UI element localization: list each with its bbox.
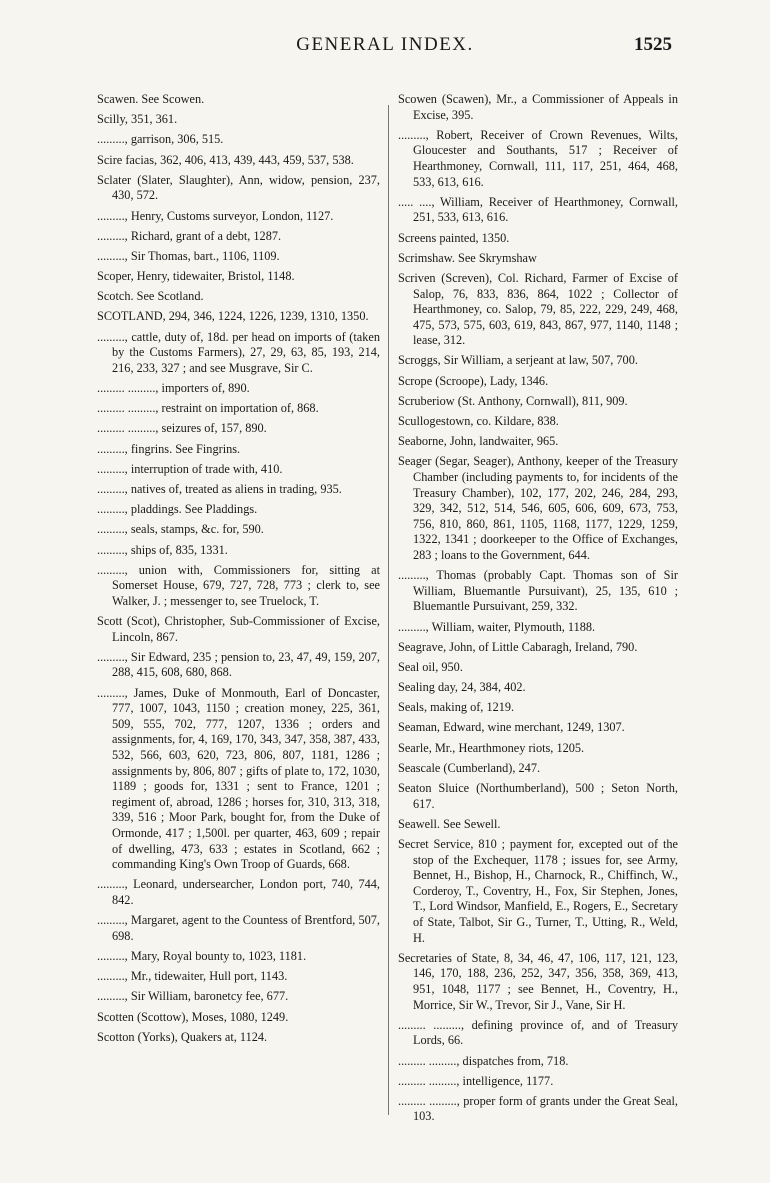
index-entry: Screens painted, 1350. — [398, 230, 510, 245]
index-entry: Scroggs, Sir William, a serjeant at law, 507, 700. — [398, 353, 638, 368]
index-entry: ........., union with, Commissioners for, sitting at Somerset House, 679, 727, 728, 773 ; clerk to, see Walker, J. ; messenger to, see Truelock, T. — [97, 562, 380, 608]
index-entry: Scriven (Screven), Col. Richard, Farmer of Excise of Salop, 76, 833, 836, 864, 1022 ; Collector of Hearthmoney, co. Salop, 79, 85, 222, 229, 249, 468, 475, 573, 575, 603, 619, 843, 867, 977, 1140, 1148 ; lease, 312. — [398, 270, 678, 348]
index-entry: ........., interruption of trade with, 410. — [97, 461, 283, 476]
index-entry: ........., fingrins. See Fingrins. — [97, 441, 241, 456]
index-column-right — [398, 92, 678, 1130]
index-entry: ......... ........., defining province of, and of Treasury Lords, 66. — [398, 1017, 678, 1048]
index-entry: ........., Robert, Receiver of Crown Revenues, Wilts, Gloucester and Southants, 517 ; Receiver of Hearthmoney, Cornwall, 111, 117, 251, 464, 468, 533, 613, 616. — [398, 127, 678, 189]
index-entry: Seager (Segar, Seager), Anthony, keeper of the Treasury Chamber (including payments to, for incidents of the Treasury Chamber), 102, 177, 202, 246, 284, 293, 329, 342, 512, 514, 546, 605, 606, 609, 673, 753, 756, 810, 860, 861, 1105, 1168, 1177, 1229, 1259, 1322, 1341 ; doorkeeper to the Office of Exchanges, 283 ; loans to the Government, 644. — [398, 454, 678, 562]
index-entry: Scilly, 351, 361. — [97, 112, 178, 127]
index-entry: ........., Leonard, undersearcher, London port, 740, 744, 842. — [97, 877, 380, 907]
index-entry: Seals, making of, 1219. — [398, 700, 515, 715]
index-entry: ........., Henry, Customs surveyor, London, 1127. — [97, 208, 334, 223]
index-entry: Searle, Mr., Hearthmoney riots, 1205. — [398, 740, 585, 755]
index-entry: SCOTLAND, 294, 346, 1224, 1226, 1239, 1310, 1350. — [97, 309, 369, 324]
index-entry: ......... ........., restraint on importation of, 868. — [97, 401, 319, 416]
index-entry: Seascale (Cumberland), 247. — [398, 760, 541, 775]
index-entry: ........., pladdings. See Pladdings. — [97, 502, 258, 517]
index-entry: Scawen. See Scowen. — [97, 92, 205, 106]
index-entry: ........., natives of, treated as aliens in trading, 935. — [97, 481, 342, 496]
index-entry: ......... ........., seizures of, 157, 890. — [97, 421, 267, 436]
index-entry: Scrope (Scroope), Lady, 1346. — [398, 373, 549, 388]
index-entry: ........., Sir Edward, 235 ; pension to, 23, 47, 49, 159, 207, 288, 415, 608, 680, 868. — [97, 649, 380, 680]
index-entry: ......... ........., intelligence, 1177. — [398, 1073, 554, 1088]
index-entry: Seawell. See Sewell. — [398, 816, 501, 831]
index-entry: Seagrave, John, of Little Cabaragh, Ireland, 790. — [398, 639, 638, 654]
index-entry: Seaborne, John, landwaiter, 965. — [398, 434, 559, 449]
index-entry: ........., cattle, duty of, 18d. per head on imports of (taken by the Customs Farmers), 27, 29, 63, 85, 193, 214, 216, 233, 327 ; and see Musgrave, Sir C. — [97, 329, 380, 375]
index-entry: ........., James, Duke of Monmouth, Earl of Doncaster, 777, 1007, 1043, 1150 ; creation money, 225, 361, 509, 555, 702, 777, 1207, 1336 ; orders and assignments, for, 4, 169, 170, 343, 347, 358, 387, 433, 532, 566, 603, 620, 723, 806, 807, 1181, 1286 ; assignments by, 806, 807 ; gifts of plate to, 172, 1030, 1189 ; goods for, 1331 ; sent to France, 1201 ; regiment of, abroad, 1286 ; horses for, 310, 313, 318, 339, 516 ; Moor Park, bought for, from the Duke of Ormonde, 417 ; 1,500l. per quarter, 463, 609 ; repair of dwelling, 473, 633 ; estates in Scotland, 662 ; commanding King's Own Troop of Guards, 668. — [97, 685, 380, 872]
index-entry: Secretaries of State, 8, 34, 46, 47, 106, 117, 121, 123, 146, 170, 188, 236, 252, 347, 356, 358, 369, 413, 951, 1048, 1177 ; see Bennet, H., Coventry, H., Morrice, Sir W., Trevor, Sir J., Vane, Sir H. — [398, 950, 678, 1012]
index-entry: ........., William, waiter, Plymouth, 1188. — [398, 619, 596, 634]
index-entry: Scullogestown, co. Kildare, 838. — [398, 414, 559, 429]
index-entry: ........., Thomas (probably Capt. Thomas son of Sir William, Bluemantle Pursuivant), 25, 135, 610 ; Bluemantle Pursuivant, 259, 332. — [398, 568, 678, 614]
index-entry: Sealing day, 24, 384, 402. — [398, 680, 526, 695]
index-entry: ..... ...., William, Receiver of Hearthmoney, Cornwall, 251, 533, 613, 616. — [398, 194, 678, 225]
index-entry: Secret Service, 810 ; payment for, excepted out of the stop of the Exchequer, 1178 ; issues for, see Army, Bennet, H., Bishop, H., Charnock, R., Chiffinch, W., Corderoy, T., Coventry, H., Fox, Sir Stephen, Jones, T., Lord Windsor, Manfield, E., Rogers, E., Secretary of State, Talbot, Sir G., Turner, T., Utting, R., Weld, H. — [398, 837, 678, 945]
index-entry: ........., Mr., tidewaiter, Hull port, 1143. — [97, 969, 288, 984]
index-entry: Scotten (Scottow), Moses, 1080, 1249. — [97, 1009, 289, 1024]
index-entry: ........., Richard, grant of a debt, 1287. — [97, 228, 282, 243]
index-entry: ......... ........., dispatches from, 718. — [398, 1053, 569, 1068]
index-entry: Seaton Sluice (Northumberland), 500 ; Seton North, 617. — [398, 781, 678, 811]
index-entry: Scotton (Yorks), Quakers at, 1124. — [97, 1029, 268, 1044]
index-entry: ........., seals, stamps, &c. for, 590. — [97, 522, 264, 537]
index-entry: Scotch. See Scotland. — [97, 289, 204, 304]
index-entry: Scoper, Henry, tidewaiter, Bristol, 1148. — [97, 269, 295, 284]
index-entry: ........., ships of, 835, 1331. — [97, 542, 228, 557]
index-entry: ......... ........., importers of, 890. — [97, 381, 250, 396]
page-number: 1525 — [634, 34, 672, 55]
page-header — [0, 34, 770, 64]
index-entry: ........., Sir William, baronetcy fee, 677. — [97, 989, 289, 1004]
index-entry: Scire facias, 362, 406, 413, 439, 443, 459, 537, 538. — [97, 152, 354, 167]
index-entry: Scowen (Scawen), Mr., a Commissioner of Appeals in Excise, 395. — [398, 92, 678, 122]
index-entry: ........., Sir Thomas, bart., 1106, 1109. — [97, 248, 280, 263]
index-entry: Seal oil, 950. — [398, 659, 463, 674]
index-entry: ........., Mary, Royal bounty to, 1023, 1181. — [97, 948, 307, 963]
index-entry: Scruberiow (St. Anthony, Cornwall), 811, 909. — [398, 393, 628, 408]
index-entry: ......... ........., proper form of grants under the Great Seal, 103. — [398, 1093, 678, 1124]
index-entry: ........., garrison, 306, 515. — [97, 132, 224, 147]
index-entry: ........., Margaret, agent to the Countess of Brentford, 507, 698. — [97, 913, 380, 943]
page-title: GENERAL INDEX. — [296, 34, 474, 55]
column-divider — [388, 105, 389, 1115]
index-entry: Sclater (Slater, Slaughter), Ann, widow, pension, 237, 430, 572. — [97, 172, 380, 203]
index-entry: Scott (Scot), Christopher, Sub-Commissioner of Excise, Lincoln, 867. — [97, 614, 380, 644]
index-entry: Scrimshaw. See Skrymshaw — [398, 250, 537, 265]
index-entry: Seaman, Edward, wine merchant, 1249, 1307. — [398, 720, 625, 735]
index-column-left — [97, 92, 380, 1050]
